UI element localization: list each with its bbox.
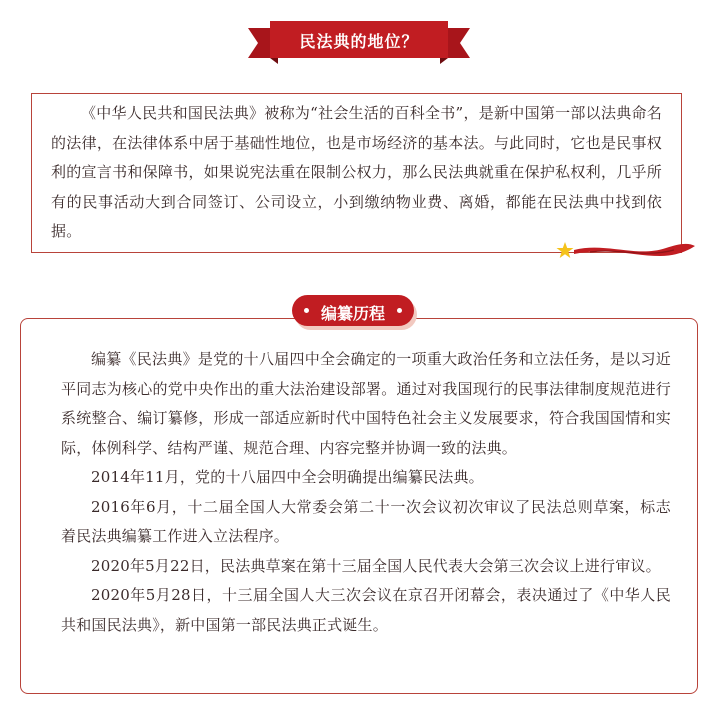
dot-icon bbox=[397, 308, 402, 313]
section-1-title: 民法典的地位？ bbox=[299, 32, 419, 51]
section-1-title-ribbon bbox=[248, 18, 470, 64]
star-icon bbox=[557, 242, 574, 258]
section-2-paragraph-2: 2014年11月，党的十八届四中全会明确提出编纂民法典。 bbox=[91, 468, 484, 486]
section-2-paragraph-5: 2020年5月28日，十三届全国人大三次会议在京召开闭幕会，表决通过了《中华人民共和国民法典》，新中国第一部民法典正式诞生。 bbox=[61, 586, 671, 634]
section-2-paragraph-3: 2016年6月，十二届全国人大常委会第二十一次会议初次审议了民法总则草案，标志着民法典编纂工作进入立法程序。 bbox=[61, 497, 671, 545]
section-2-box bbox=[20, 318, 698, 694]
star-ribbon-decoration bbox=[556, 238, 696, 268]
section-1-paragraph: 《中华人民共和国民法典》被称为“社会生活的百科全书”，是新中国第一部以法典命名的法律，在法律体系中居于基础性地位，也是市场经济的基本法。与此同时，它也是民事权利的宣言书和保障书，如果说宪法重在限制公权力，那么民法典就重在保护私权利，几乎所有的民事活动大到合同签订、公司设立，小到缴纳物业费、离婚，都能在民法典中找到依据。 bbox=[51, 104, 662, 240]
section-2-paragraph-1: 编纂《民法典》是党的十八届四中全会确定的一项重大政治任务和立法任务，是以习近平同志为核心的党中央作出的重大法治建设部署。通过对我国现行的民事法律制度规范进行系统整合、编订纂修，形成一部适应新时代中国特色社会主义发展要求，符合我国国情和实际，体例科学、结构严谨、规范合理、内容完整并协调一致的法典。 bbox=[61, 350, 671, 457]
section-2-paragraph-4: 2020年5月22日，民法典草案在第十三届全国人民代表大会第三次会议上进行审议。 bbox=[91, 556, 661, 575]
section-2-title: 编纂历程 bbox=[320, 304, 385, 323]
section-2-title-pill bbox=[292, 295, 414, 326]
section-1-box bbox=[31, 93, 682, 253]
